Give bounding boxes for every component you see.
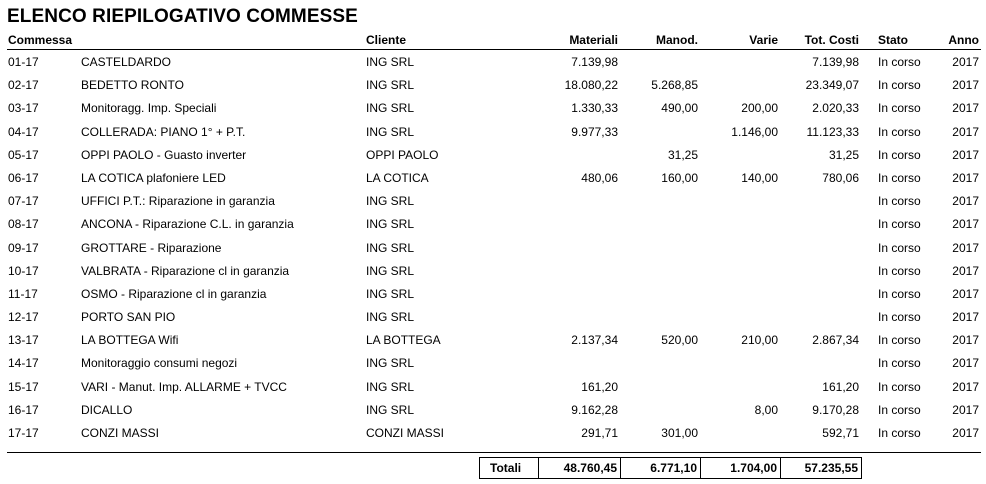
- totals-materiali: 48.760,45: [538, 458, 620, 478]
- cell-materiali: 9.977,33: [571, 124, 618, 139]
- table-row: [7, 238, 981, 261]
- header-varie: Varie: [749, 33, 778, 47]
- cell-commessa: 15-17: [8, 379, 39, 394]
- table-bottom-divider: [7, 452, 981, 453]
- cell-commessa: 16-17: [8, 402, 39, 417]
- cell-anno: 2017: [952, 170, 979, 185]
- cell-descrizione: Monitoragg. Imp. Speciali: [81, 101, 217, 116]
- cell-descrizione: OSMO - Riparazione cl in garanzia: [81, 286, 267, 301]
- cell-stato: In corso: [878, 194, 921, 209]
- cell-stato: In corso: [878, 124, 921, 139]
- cell-materiali: 7.139,98: [571, 55, 618, 69]
- table-row: [7, 423, 981, 446]
- cell-anno: 2017: [952, 402, 979, 417]
- cell-commessa: 06-17: [8, 170, 39, 185]
- cell-varie: 140,00: [741, 170, 778, 185]
- cell-cliente: CONZI MASSI: [366, 426, 445, 440]
- header-tot-costi: Tot. Costi: [804, 33, 859, 47]
- table-row: [7, 284, 981, 307]
- table-row: [7, 122, 981, 145]
- cell-commessa: 08-17: [8, 217, 39, 232]
- cell-cliente: ING SRL: [366, 101, 415, 116]
- cell-stato: In corso: [878, 101, 921, 116]
- cell-stato: In corso: [878, 286, 921, 301]
- cell-commessa: 14-17: [8, 356, 39, 371]
- cell-materiali: 9.162,28: [571, 402, 618, 417]
- cell-anno: 2017: [952, 101, 979, 116]
- header-cliente: Cliente: [366, 33, 407, 47]
- cell-anno: 2017: [952, 263, 979, 278]
- cell-descrizione: LA COTICA plafoniere LED: [81, 170, 226, 185]
- totals-varie: 1.704,00: [700, 458, 780, 478]
- cell-anno: 2017: [952, 78, 979, 93]
- cell-cliente: ING SRL: [366, 55, 415, 69]
- cell-anno: 2017: [952, 356, 979, 371]
- cell-commessa: 02-17: [8, 78, 39, 93]
- cell-anno: 2017: [952, 194, 979, 209]
- cell-cliente: ING SRL: [366, 402, 415, 417]
- table-row: [7, 98, 981, 121]
- totals-row: [479, 457, 862, 479]
- cell-materiali: 2.137,34: [571, 333, 618, 348]
- cell-varie: 8,00: [754, 402, 778, 417]
- cell-tot-costi: 31,25: [828, 147, 859, 162]
- header-anno: Anno: [948, 33, 979, 47]
- cell-commessa: 13-17: [8, 333, 39, 348]
- table-body: [7, 52, 981, 446]
- cell-descrizione: COLLERADA: PIANO 1° + P.T.: [81, 124, 246, 139]
- cell-stato: In corso: [878, 263, 921, 278]
- header-materiali: Materiali: [569, 33, 618, 47]
- cell-cliente: ING SRL: [366, 310, 415, 325]
- cell-descrizione: VARI - Manut. Imp. ALLARME + TVCC: [81, 379, 287, 394]
- cell-anno: 2017: [952, 379, 979, 394]
- cell-stato: In corso: [878, 170, 921, 185]
- cell-cliente: ING SRL: [366, 356, 415, 371]
- cell-tot-costi: 780,06: [822, 170, 859, 185]
- cell-cliente: OPPI PAOLO: [366, 147, 439, 162]
- cell-descrizione: PORTO SAN PIO: [81, 310, 176, 325]
- cell-materiali: 161,20: [581, 379, 618, 394]
- cell-anno: 2017: [952, 240, 979, 255]
- table-header: [7, 33, 981, 50]
- cell-cliente: ING SRL: [366, 379, 415, 394]
- cell-descrizione: GROTTARE - Riparazione: [81, 240, 222, 255]
- header-stato: Stato: [878, 33, 908, 47]
- cell-anno: 2017: [952, 147, 979, 162]
- cell-descrizione: UFFICI P.T.: Riparazione in garanzia: [81, 194, 275, 209]
- cell-cliente: ING SRL: [366, 263, 415, 278]
- table-row: [7, 330, 981, 353]
- cell-commessa: 01-17: [8, 55, 39, 69]
- table-row: [7, 307, 981, 330]
- cell-descrizione: CONZI MASSI: [81, 426, 160, 440]
- cell-manodopera: 520,00: [661, 333, 698, 348]
- cell-tot-costi: 7.139,98: [812, 55, 859, 69]
- cell-commessa: 05-17: [8, 147, 39, 162]
- cell-commessa: 11-17: [8, 286, 38, 301]
- header-commessa: Commessa: [8, 33, 73, 47]
- cell-descrizione: ANCONA - Riparazione C.L. in garanzia: [81, 217, 294, 232]
- cell-stato: In corso: [878, 333, 921, 348]
- table-row: [7, 400, 981, 423]
- cell-anno: 2017: [952, 55, 979, 69]
- cell-tot-costi: 2.020,33: [812, 101, 859, 116]
- cell-stato: In corso: [878, 426, 921, 440]
- cell-descrizione: OPPI PAOLO - Guasto inverter: [81, 147, 247, 162]
- cell-anno: 2017: [952, 426, 979, 440]
- cell-cliente: ING SRL: [366, 194, 415, 209]
- header-manodopera: Manod.: [656, 33, 698, 47]
- cell-varie: 200,00: [741, 101, 778, 116]
- cell-descrizione: VALBRATA - Riparazione cl in garanzia: [81, 263, 290, 278]
- cell-tot-costi: 2.867,34: [812, 333, 859, 348]
- cell-anno: 2017: [952, 286, 979, 301]
- cell-anno: 2017: [952, 217, 979, 232]
- cell-stato: In corso: [878, 402, 921, 417]
- cell-stato: In corso: [878, 356, 921, 371]
- cell-descrizione: CASTELDARDO: [81, 55, 172, 69]
- cell-stato: In corso: [878, 310, 921, 325]
- cell-varie: 210,00: [741, 333, 778, 348]
- totals-label: Totali: [490, 461, 522, 475]
- totals-manodopera: 6.771,10: [620, 458, 700, 478]
- cell-stato: In corso: [878, 55, 921, 69]
- cell-cliente: LA BOTTEGA: [366, 333, 441, 348]
- cell-manodopera: 31,25: [667, 147, 698, 162]
- cell-materiali: 18.080,22: [564, 78, 618, 93]
- cell-manodopera: 5.268,85: [651, 78, 698, 93]
- cell-materiali: 291,71: [581, 426, 618, 440]
- cell-stato: In corso: [878, 147, 921, 162]
- cell-commessa: 17-17: [8, 426, 39, 440]
- cell-cliente: LA COTICA: [366, 170, 429, 185]
- cell-manodopera: 160,00: [661, 170, 698, 185]
- cell-materiali: 1.330,33: [571, 101, 618, 116]
- cell-tot-costi: 9.170,28: [812, 402, 859, 417]
- cell-commessa: 09-17: [8, 240, 39, 255]
- table-row: [7, 377, 981, 400]
- cell-stato: In corso: [878, 217, 921, 232]
- cell-commessa: 10-17: [8, 263, 39, 278]
- cell-descrizione: BEDETTO RONTO: [81, 78, 184, 93]
- cell-commessa: 04-17: [8, 124, 39, 139]
- cell-commessa: 12-17: [8, 310, 39, 325]
- report-title: ELENCO RIEPILOGATIVO COMMESSE: [7, 6, 358, 27]
- cell-cliente: ING SRL: [366, 78, 415, 93]
- cell-descrizione: DICALLO: [81, 402, 133, 417]
- cell-descrizione: LA BOTTEGA Wifi: [81, 333, 179, 348]
- cell-manodopera: 301,00: [661, 426, 698, 440]
- table-row: [7, 168, 981, 191]
- table-row: [7, 191, 981, 214]
- table-row: [7, 52, 981, 75]
- cell-cliente: ING SRL: [366, 240, 415, 255]
- table-row: [7, 145, 981, 168]
- cell-cliente: ING SRL: [366, 286, 415, 301]
- cell-anno: 2017: [952, 124, 979, 139]
- table-row: [7, 214, 981, 237]
- totals-tot-costi: 57.235,55: [780, 458, 861, 478]
- cell-varie: 1.146,00: [731, 124, 778, 139]
- cell-anno: 2017: [952, 333, 979, 348]
- cell-stato: In corso: [878, 379, 921, 394]
- cell-commessa: 03-17: [8, 101, 39, 116]
- cell-tot-costi: 161,20: [822, 379, 859, 394]
- cell-materiali: 480,06: [581, 170, 618, 185]
- cell-stato: In corso: [878, 78, 921, 93]
- table-row: [7, 75, 981, 98]
- cell-tot-costi: 592,71: [822, 426, 859, 440]
- cell-tot-costi: 11.123,33: [806, 124, 859, 139]
- cell-tot-costi: 23.349,07: [805, 78, 859, 93]
- cell-cliente: ING SRL: [366, 124, 415, 139]
- cell-anno: 2017: [952, 310, 979, 325]
- cell-manodopera: 490,00: [661, 101, 698, 116]
- table-row: [7, 261, 981, 284]
- cell-commessa: 07-17: [8, 194, 39, 209]
- cell-stato: In corso: [878, 240, 921, 255]
- cell-cliente: ING SRL: [366, 217, 415, 232]
- table-row: [7, 353, 981, 376]
- cell-descrizione: Monitoraggio consumi negozi: [81, 356, 238, 371]
